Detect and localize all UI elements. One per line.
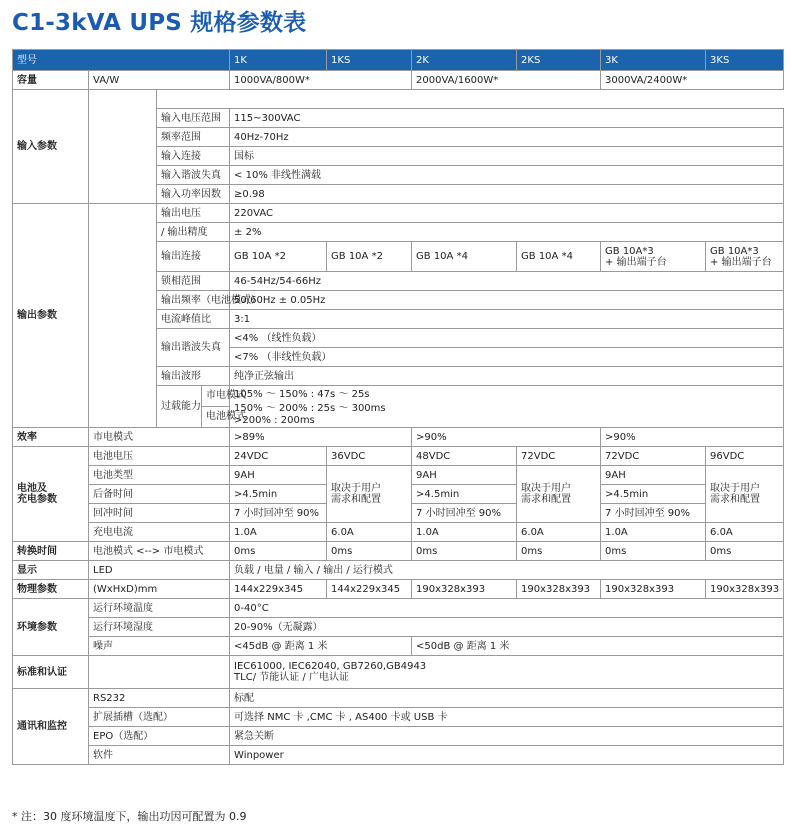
row-label: 电池电压 <box>89 447 230 466</box>
category-efficiency: 效率 <box>13 428 89 447</box>
row-label: 输出连接 <box>157 242 230 272</box>
cell-value: 6.0A <box>517 523 601 542</box>
row-label: 运行环境湿度 <box>89 618 230 637</box>
row-label: 电池类型 <box>89 466 230 485</box>
cell-value: 190x328x393 <box>706 580 784 599</box>
cell-value: 6.0A <box>706 523 784 542</box>
table-row <box>13 689 784 708</box>
overload-modes <box>202 386 247 427</box>
cell-value: < 10% 非线性满载 <box>230 166 784 185</box>
category-battery: 电池及 充电参数 <box>13 447 89 542</box>
standards-line1: IEC61000, IEC62040, GB7260,GB4943 <box>234 661 427 672</box>
cell-value: 40Hz-70Hz <box>230 128 784 147</box>
overload-mains-label: 市电模式 <box>202 386 229 407</box>
cell-value: 0-40°C <box>230 599 784 618</box>
category-transfer: 转换时间 <box>13 542 89 561</box>
row-label: 电池模式 <--> 市电模式 <box>89 542 230 561</box>
cell-value: 48VDC <box>412 447 517 466</box>
cell-value: ± 2% <box>230 223 784 242</box>
table-row <box>13 90 784 109</box>
row-label: 运行环境温度 <box>89 599 230 618</box>
page-title: C1-3kVA UPS 规格参数表 <box>12 10 307 36</box>
cell-value: 3:1 <box>230 310 784 329</box>
row-label: 电流峰值比 <box>157 310 230 329</box>
cell-value: 0ms <box>412 542 517 561</box>
table-row <box>13 656 784 689</box>
cell-value: 144x229x345 <box>230 580 327 599</box>
overload-label-cell <box>157 386 247 428</box>
row-label: RS232 <box>89 689 230 708</box>
table-row <box>13 428 784 447</box>
row-label: 输入功率因数 <box>157 185 230 204</box>
cell-value: 144x229x345 <box>327 580 412 599</box>
cell-value: 负载 / 电量 / 输入 / 输出 / 运行模式 <box>230 561 784 580</box>
row-label: 噪声 <box>89 637 230 656</box>
cell-value: 190x328x393 <box>517 580 601 599</box>
header-model-label: 型号 <box>13 50 230 71</box>
cell-value: 220VAC <box>230 204 784 223</box>
cell-value: ≥0.98 <box>230 185 784 204</box>
row-label: 输出频率（电池模式） <box>157 291 230 310</box>
cell-value: 20-90%（无凝露） <box>230 618 784 637</box>
cell-value: >4.5min <box>412 485 517 504</box>
cell-value: 9AH <box>230 466 327 485</box>
cell-value: 6.0A <box>327 523 412 542</box>
cell-value: 可选择 NMC 卡 ,CMC 卡 , AS400 卡或 USB 卡 <box>230 708 784 727</box>
footnote: * 注：30 度环境温度下，输出功因可配置为 0.9 <box>12 810 247 823</box>
table-row <box>13 727 784 746</box>
cell-value: 115~300VAC <box>230 109 784 128</box>
table-row <box>13 561 784 580</box>
cell-value: <4% （线性负载） <box>230 329 784 348</box>
cell-value: >90% <box>412 428 601 447</box>
cell-value: >90% <box>601 428 784 447</box>
table-header-row <box>13 50 784 71</box>
cell-value: GB 10A *4 <box>412 242 517 272</box>
cell-value: 105% ～ 150% : 47s ～ 25s <box>230 386 784 403</box>
table-row <box>13 447 784 466</box>
cell-value: >89% <box>230 428 412 447</box>
row-label: 锁相范围 <box>157 272 230 291</box>
cell-value: 1000VA/800W* <box>230 71 412 90</box>
header-model-1ks: 1KS <box>327 50 412 71</box>
header-model-3ks: 3KS <box>706 50 784 71</box>
cell-value: 国标 <box>230 147 784 166</box>
cell-value: 1.0A <box>601 523 706 542</box>
table-row <box>13 637 784 656</box>
row-label: 输入谐波失真 <box>157 166 230 185</box>
row-label: 市电模式 <box>89 428 230 447</box>
row-label: 输入连接 <box>157 147 230 166</box>
row-label: / 输出精度 <box>157 223 230 242</box>
spec-table <box>12 49 784 765</box>
cell-value: 9AH <box>412 466 517 485</box>
cell-value: Winpower <box>230 746 784 765</box>
cell-value: <45dB @ 距离 1 米 <box>230 637 412 656</box>
cell-value: 46-54Hz/54-66Hz <box>230 272 784 291</box>
cell-value: 0ms <box>230 542 327 561</box>
cell-value: <50dB @ 距离 1 米 <box>412 637 784 656</box>
row-label: 输出电压 <box>157 204 230 223</box>
cell-value: 0ms <box>517 542 601 561</box>
cell-value: 1.0A <box>412 523 517 542</box>
cell-value: 0ms <box>601 542 706 561</box>
cell-value: 7 小时回冲至 90% <box>230 504 327 523</box>
row-label: LED <box>89 561 230 580</box>
table-row <box>13 708 784 727</box>
cell-value: 0ms <box>327 542 412 561</box>
cell-value: 紧急关断 <box>230 727 784 746</box>
row-label: 输出谐波失真 <box>157 329 230 367</box>
category-display: 显示 <box>13 561 89 580</box>
cell-value: GB 10A *2 <box>327 242 412 272</box>
cell-value: 0ms <box>706 542 784 561</box>
cell-value: 3000VA/2400W* <box>601 71 784 90</box>
table-row <box>13 618 784 637</box>
table-row <box>13 523 784 542</box>
cell-value: 96VDC <box>706 447 784 466</box>
cell-value: 取决于用户 需求和配置 <box>517 466 601 523</box>
cell-value: >4.5min <box>230 485 327 504</box>
cell-value: 36VDC <box>327 447 412 466</box>
cell-value: 取决于用户 需求和配置 <box>327 466 412 523</box>
overload-battery-label: 电池模式 <box>206 411 247 422</box>
cell-value: GB 10A *4 <box>517 242 601 272</box>
row-label: EPO（选配） <box>89 727 230 746</box>
table-row <box>13 746 784 765</box>
cell-value: 24VDC <box>230 447 327 466</box>
cell-value: 190x328x393 <box>412 580 517 599</box>
spacer-cell <box>89 90 157 204</box>
cell-value: 9AH <box>601 466 706 485</box>
category-physical: 物理参数 <box>13 580 89 599</box>
cell-value: 72VDC <box>517 447 601 466</box>
cell-value: GB 10A*3 + 输出端子台 <box>601 242 706 272</box>
category-output: 输出参数 <box>13 204 89 428</box>
cell-value: 50/60Hz ± 0.05Hz <box>230 291 784 310</box>
row-label: 输出波形 <box>157 367 230 386</box>
category-environment: 环境参数 <box>13 599 89 656</box>
cell-value: 2000VA/1600W* <box>412 71 601 90</box>
table-row <box>13 71 784 90</box>
header-model-2k: 2K <box>412 50 517 71</box>
cell-value: >200% : 200ms <box>230 415 784 428</box>
row-label: (WxHxD)mm <box>89 580 230 599</box>
cell-value: 190x328x393 <box>601 580 706 599</box>
row-label: 过载能力 <box>157 386 202 427</box>
row-label: 回冲时间 <box>89 504 230 523</box>
table-row <box>13 204 784 223</box>
cell-value: 150% ～ 200% : 25s ～ 300ms <box>230 403 784 415</box>
table-row <box>13 599 784 618</box>
cell-value: 纯净正弦输出 <box>230 367 784 386</box>
header-model-2ks: 2KS <box>517 50 601 71</box>
row-label: 软件 <box>89 746 230 765</box>
cell-value: 72VDC <box>601 447 706 466</box>
row-label: 扩展插槽（选配） <box>89 708 230 727</box>
cell-value: <7% （非线性负载） <box>230 348 784 367</box>
row-label: 输入电压范围 <box>157 109 230 128</box>
row-label: 后备时间 <box>89 485 230 504</box>
table-row <box>13 580 784 599</box>
standards-cell <box>230 656 784 689</box>
cell-value: GB 10A*3 + 输出端子台 <box>706 242 784 272</box>
table-row <box>13 542 784 561</box>
spacer-cell <box>89 204 157 428</box>
cell-value: 取决于用户 需求和配置 <box>706 466 784 523</box>
header-model-1k: 1K <box>230 50 327 71</box>
category-capacity: 容量 <box>13 71 89 90</box>
cell-value: 1.0A <box>230 523 327 542</box>
row-label: VA/W <box>89 71 230 90</box>
table-row <box>13 466 784 485</box>
cell-value: 7 小时回冲至 90% <box>412 504 517 523</box>
category-input: 输入参数 <box>13 90 89 204</box>
cell-value: 7 小时回冲至 90% <box>601 504 706 523</box>
standards-line2: TLC/ 节能认证 / 广电认证 <box>234 672 349 683</box>
category-standards: 标准和认证 <box>13 656 89 689</box>
category-comms: 通讯和监控 <box>13 689 89 765</box>
header-model-3k: 3K <box>601 50 706 71</box>
cell-value: GB 10A *2 <box>230 242 327 272</box>
row-label: 频率范围 <box>157 128 230 147</box>
spacer-cell <box>89 656 230 689</box>
cell-value: 标配 <box>230 689 784 708</box>
row-label: 充电电流 <box>89 523 230 542</box>
cell-value: >4.5min <box>601 485 706 504</box>
